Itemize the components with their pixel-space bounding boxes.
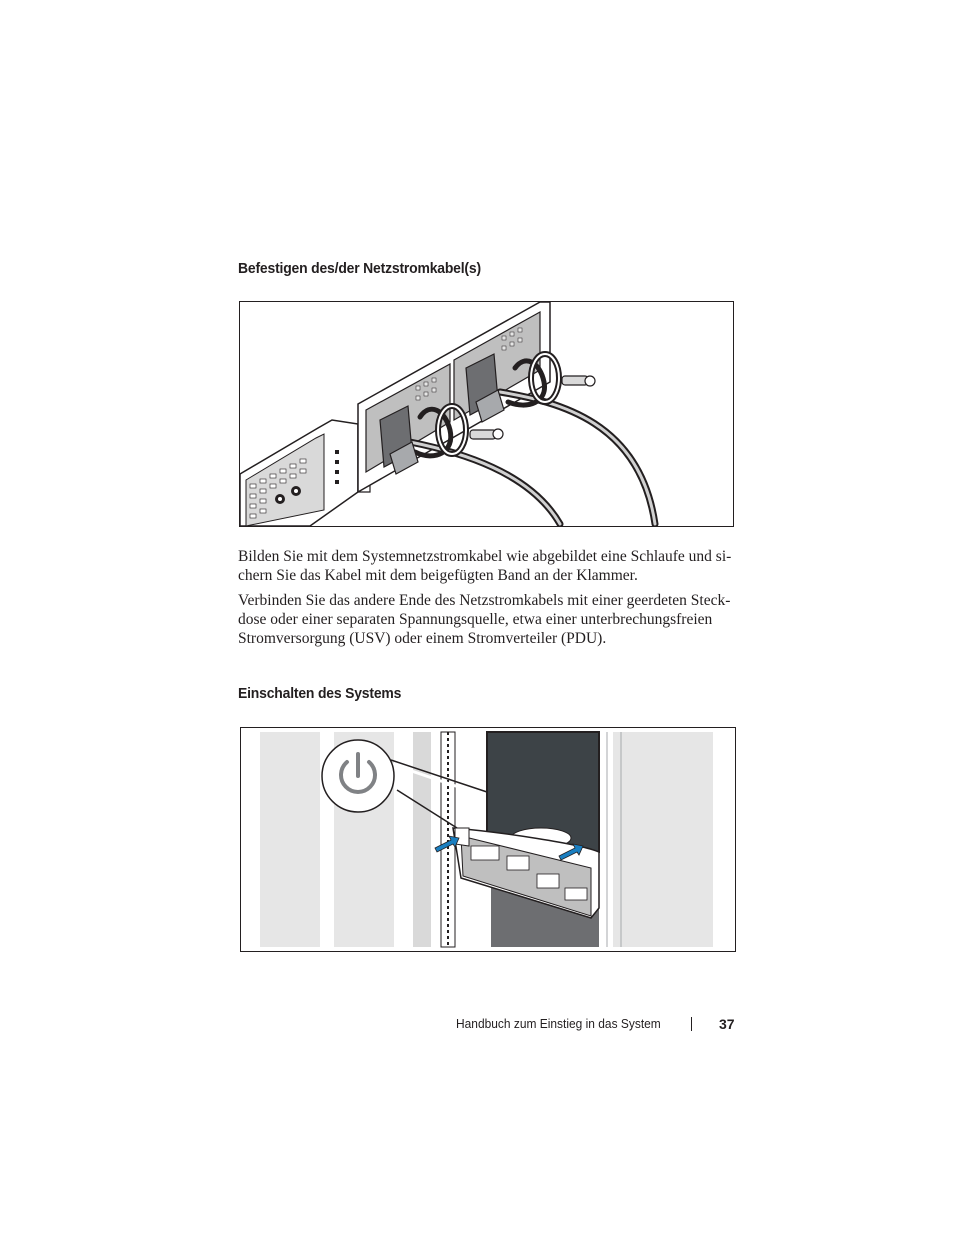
callout-lines bbox=[391, 760, 487, 828]
figure-power-on-system bbox=[240, 727, 736, 952]
page-number: 37 bbox=[719, 1016, 735, 1032]
footer-document-title: Handbuch zum Einstieg in das System bbox=[456, 1016, 661, 1031]
section-heading-power-cables: Befestigen des/der Netzstromkabel(s) bbox=[238, 260, 481, 277]
paragraph-connect-outlet: Verbinden Sie das andere Ende des Netzstromkabels mit einer geerdeten Steck-dose oder einer separaten Spannungsquelle, etwa einer unterbrechungsfreien Stromversorgung (USV) oder einem Stromverteiler (PDU). bbox=[238, 592, 731, 647]
figure-power-cable-routing bbox=[239, 301, 734, 527]
section-heading-power-on: Einschalten des Systems bbox=[238, 685, 402, 702]
footer-separator bbox=[691, 1017, 692, 1031]
paragraph-loop-cable: Bilden Sie mit dem Systemnetzstromkabel wie abgebildet eine Schlaufe und si-chern Sie das Kabel mit dem beigefügten Band an der Klammer. bbox=[238, 548, 732, 584]
